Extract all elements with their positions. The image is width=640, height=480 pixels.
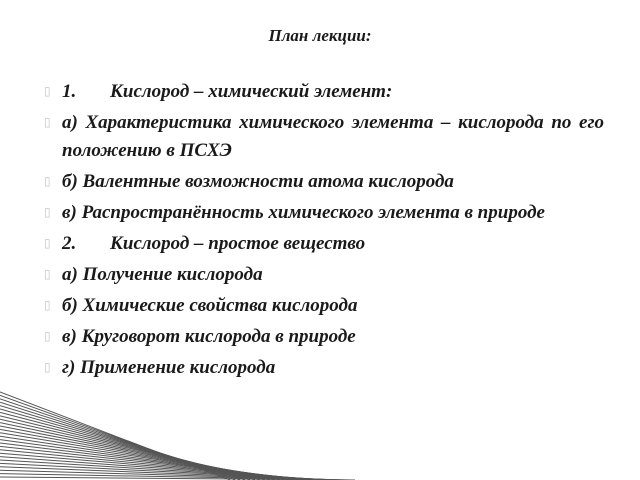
bullet-icon: ▯ <box>44 329 51 343</box>
item-text: б) Валентные возможности атома кислорода <box>62 171 454 192</box>
list-item <box>44 292 604 320</box>
item-text: в) Круговорот кислорода в природе <box>62 326 356 347</box>
lecture-plan-list <box>44 78 604 385</box>
slide-title: План лекции: <box>268 26 372 45</box>
list-item <box>44 168 604 196</box>
item-text: Кислород – химический элемент: <box>110 81 393 102</box>
bullet-icon: ▯ <box>44 84 51 98</box>
list-item <box>44 230 604 258</box>
item-text: Кислород – простое вещество <box>110 233 366 254</box>
list-item <box>44 109 604 165</box>
item-number: 1. <box>62 81 77 102</box>
item-text: а) Характеристика химического элемента – кислорода по его положению в ПСХЭ <box>62 112 604 161</box>
list-item <box>44 354 604 382</box>
list-item <box>44 323 604 351</box>
bullet-icon: ▯ <box>44 174 51 188</box>
item-number: 2. <box>62 233 77 254</box>
list-item <box>44 261 604 289</box>
list-item <box>44 78 604 106</box>
item-text: а) Получение кислорода <box>62 264 263 285</box>
bullet-icon: ▯ <box>44 298 51 312</box>
item-text: г) Применение кислорода <box>62 357 276 378</box>
bullet-icon: ▯ <box>44 267 51 281</box>
bullet-icon: ▯ <box>44 205 51 219</box>
bullet-icon: ▯ <box>44 360 51 374</box>
decorative-stripes <box>0 380 640 480</box>
item-text: б) Химические свойства кислорода <box>62 295 358 316</box>
list-item <box>44 199 604 227</box>
item-text: в) Распространённость химического элемента в природе <box>62 202 545 223</box>
bullet-icon: ▯ <box>44 115 51 129</box>
bullet-icon: ▯ <box>44 236 51 250</box>
